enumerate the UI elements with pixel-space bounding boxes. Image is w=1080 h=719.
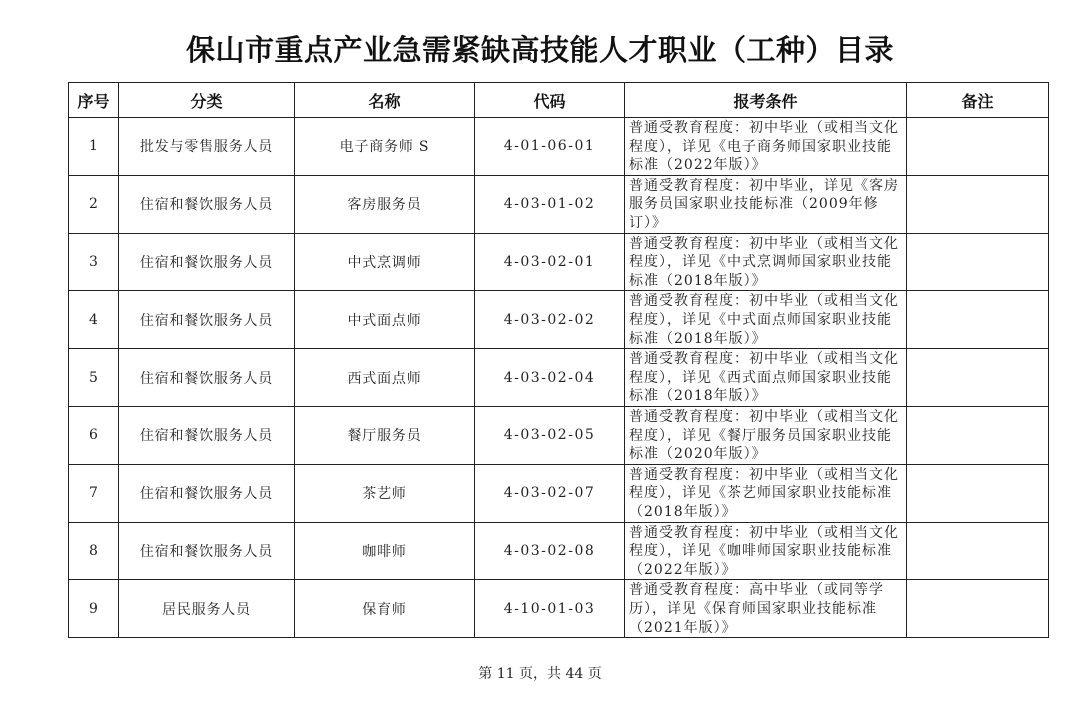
- cell-name: 客房服务员: [295, 175, 475, 233]
- page-number-footer: 第 11 页，共 44 页: [478, 666, 602, 682]
- table-row: [69, 406, 1049, 464]
- cell-name: 中式烹调师: [295, 233, 475, 291]
- cell-code: 4-03-01-02: [475, 175, 625, 233]
- occupation-catalog-table: [68, 82, 1049, 638]
- header-code: 代码: [475, 83, 625, 118]
- cell-code: 4-03-02-02: [475, 291, 625, 349]
- cell-condition: 普通受教育程度：初中毕业，详见《客房服务员国家职业技能标准（2009年修订）》: [625, 175, 907, 233]
- header-condition: 报考条件: [625, 83, 907, 118]
- cell-category: 居民服务人员: [119, 580, 295, 638]
- cell-condition: 普通受教育程度：初中毕业（或相当文化程度），详见《电子商务师国家职业技能标准（2022年版）》: [625, 118, 907, 176]
- cell-remark: [907, 118, 1049, 176]
- table-row: [69, 522, 1049, 580]
- cell-remark: [907, 464, 1049, 522]
- cell-code: 4-03-02-07: [475, 464, 625, 522]
- cell-remark: [907, 233, 1049, 291]
- table-row: [69, 175, 1049, 233]
- cell-no: 2: [69, 175, 119, 233]
- table-row: [69, 464, 1049, 522]
- table-row: [69, 580, 1049, 638]
- header-no: 序号: [69, 83, 119, 118]
- cell-category: 住宿和餐饮服务人员: [119, 349, 295, 407]
- cell-code: 4-03-02-08: [475, 522, 625, 580]
- header-category: 分类: [119, 83, 295, 118]
- cell-category: 住宿和餐饮服务人员: [119, 233, 295, 291]
- header-name: 名称: [295, 83, 475, 118]
- cell-category: 住宿和餐饮服务人员: [119, 464, 295, 522]
- cell-code: 4-03-02-04: [475, 349, 625, 407]
- cell-category: 住宿和餐饮服务人员: [119, 406, 295, 464]
- cell-code: 4-03-02-01: [475, 233, 625, 291]
- cell-condition: 普通受教育程度：初中毕业（或相当文化程度），详见《西式面点师国家职业技能标准（2018年版）》: [625, 349, 907, 407]
- cell-no: 4: [69, 291, 119, 349]
- cell-no: 7: [69, 464, 119, 522]
- cell-name: 西式面点师: [295, 349, 475, 407]
- cell-remark: [907, 175, 1049, 233]
- cell-condition: 普通受教育程度：初中毕业（或相当文化程度），详见《中式面点师国家职业技能标准（2018年版）》: [625, 291, 907, 349]
- cell-remark: [907, 406, 1049, 464]
- cell-name: 餐厅服务员: [295, 406, 475, 464]
- cell-category: 住宿和餐饮服务人员: [119, 522, 295, 580]
- cell-no: 1: [69, 118, 119, 176]
- cell-category: 住宿和餐饮服务人员: [119, 291, 295, 349]
- cell-remark: [907, 291, 1049, 349]
- cell-name: 茶艺师: [295, 464, 475, 522]
- cell-remark: [907, 349, 1049, 407]
- page-title: 保山市重点产业急需紧缺高技能人才职业（工种）目录: [185, 33, 894, 67]
- cell-name: 中式面点师: [295, 291, 475, 349]
- header-remark: 备注: [907, 83, 1049, 118]
- table-row: [69, 291, 1049, 349]
- cell-code: 4-10-01-03: [475, 580, 625, 638]
- cell-condition: 普通受教育程度：初中毕业（或相当文化程度），详见《餐厅服务员国家职业技能标准（2020年版）》: [625, 406, 907, 464]
- cell-no: 8: [69, 522, 119, 580]
- table-header-row: [69, 83, 1049, 118]
- cell-code: 4-03-02-05: [475, 406, 625, 464]
- cell-condition: 普通受教育程度：初中毕业（或相当文化程度），详见《茶艺师国家职业技能标准（2018年版）》: [625, 464, 907, 522]
- cell-remark: [907, 580, 1049, 638]
- table-row: [69, 349, 1049, 407]
- cell-category: 住宿和餐饮服务人员: [119, 175, 295, 233]
- cell-name: 电子商务师 S: [295, 118, 475, 176]
- table-row: [69, 233, 1049, 291]
- cell-code: 4-01-06-01: [475, 118, 625, 176]
- cell-condition: 普通受教育程度：初中毕业（或相当文化程度），详见《咖啡师国家职业技能标准（2022年版）》: [625, 522, 907, 580]
- cell-category: 批发与零售服务人员: [119, 118, 295, 176]
- cell-remark: [907, 522, 1049, 580]
- cell-no: 3: [69, 233, 119, 291]
- cell-no: 6: [69, 406, 119, 464]
- cell-condition: 普通受教育程度：高中毕业（或同等学历），详见《保育师国家职业技能标准（2021年版）》: [625, 580, 907, 638]
- cell-name: 咖啡师: [295, 522, 475, 580]
- cell-no: 9: [69, 580, 119, 638]
- table-row: [69, 118, 1049, 176]
- cell-no: 5: [69, 349, 119, 407]
- cell-condition: 普通受教育程度：初中毕业（或相当文化程度），详见《中式烹调师国家职业技能标准（2018年版）》: [625, 233, 907, 291]
- cell-name: 保育师: [295, 580, 475, 638]
